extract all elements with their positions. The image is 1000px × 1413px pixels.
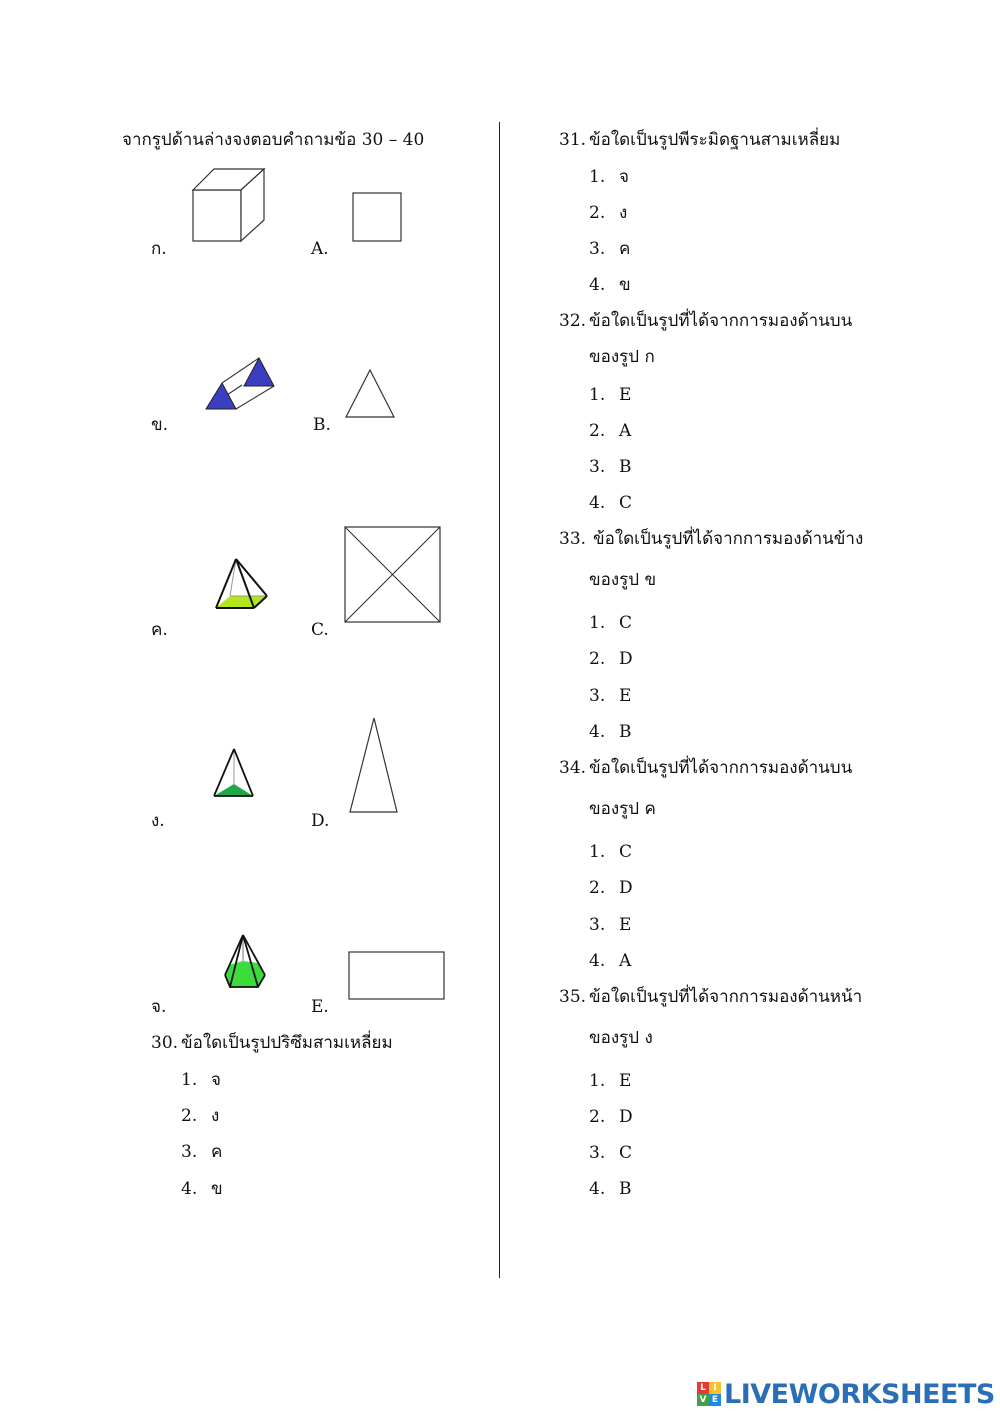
q30-option-4-value[interactable]: ข (211, 1179, 223, 1199)
q31-option-4-number: 4. (589, 275, 606, 295)
q34-option-2-value[interactable]: D (619, 878, 633, 898)
q30-option-2-value[interactable]: ง (211, 1106, 220, 1126)
triangular-pyramid-figure (210, 746, 258, 799)
tall-triangle-figure (348, 716, 400, 816)
square-with-diagonals-figure (343, 525, 443, 625)
question-34-number: 34. (559, 758, 587, 778)
pentagonal-pyramid-figure (220, 933, 270, 991)
column-divider (499, 122, 500, 1278)
square-pyramid-figure (212, 556, 274, 613)
q33-option-2-value[interactable]: D (619, 649, 633, 669)
q33-option-3-value[interactable]: E (619, 686, 632, 706)
triangle-figure (344, 368, 398, 420)
shape-label-d: D. (311, 811, 330, 831)
q31-option-2-number: 2. (589, 203, 606, 223)
q31-option-2-value[interactable]: ง (619, 203, 628, 223)
q34-option-2-number: 2. (589, 878, 606, 898)
q32-option-3-value[interactable]: B (619, 457, 632, 477)
triangular-prism-figure (202, 353, 282, 415)
question-30-number: 30. (151, 1033, 179, 1053)
shape-label-e: E. (311, 997, 329, 1017)
shape-label-c: C. (311, 620, 329, 640)
q35-option-1-number: 1. (589, 1071, 606, 1091)
question-35-text: ข้อใดเป็นรูปที่ได้จากการมองด้านหน้า (589, 987, 863, 1007)
q33-option-4-value[interactable]: B (619, 722, 632, 742)
question-34-text-line2: ของรูป ค (589, 799, 656, 819)
q32-option-2-value[interactable]: A (619, 421, 632, 441)
liveworksheets-logo-text: LIVEWORKSHEETS (724, 1378, 995, 1410)
cube-figure (190, 166, 270, 246)
square-figure (352, 192, 404, 244)
q34-option-1-value[interactable]: C (619, 842, 633, 862)
question-34-text: ข้อใดเป็นรูปที่ได้จากการมองด้านบน (589, 758, 853, 778)
q35-option-3-value[interactable]: C (619, 1143, 633, 1163)
q35-option-2-number: 2. (589, 1107, 606, 1127)
question-32-number: 32. (559, 311, 587, 331)
question-32-text-line2: ของรูป ก (589, 347, 655, 367)
q34-option-3-value[interactable]: E (619, 915, 632, 935)
q30-option-3-value[interactable]: ค (211, 1142, 223, 1162)
question-33-number: 33. (559, 529, 587, 549)
q32-option-4-value[interactable]: C (619, 493, 633, 513)
q30-option-3-number: 3. (181, 1142, 198, 1162)
q31-option-3-value[interactable]: ค (619, 239, 631, 259)
instruction-text: จากรูปด้านล่างจงตอบคำถามข้อ 30 – 40 (122, 130, 425, 150)
shape-label-cho-chan: จ. (151, 997, 167, 1017)
q34-option-4-value[interactable]: A (619, 951, 632, 971)
q35-option-4-number: 4. (589, 1179, 606, 1199)
q31-option-1-value[interactable]: จ (619, 167, 629, 187)
q31-option-4-value[interactable]: ข (619, 275, 631, 295)
question-35-text-line2: ของรูป ง (589, 1028, 653, 1048)
question-35-number: 35. (559, 987, 587, 1007)
rectangle-figure (347, 950, 447, 1002)
q32-option-2-number: 2. (589, 421, 606, 441)
q34-option-3-number: 3. (589, 915, 606, 935)
q33-option-4-number: 4. (589, 722, 606, 742)
q31-option-3-number: 3. (589, 239, 606, 259)
q33-option-2-number: 2. (589, 649, 606, 669)
q33-option-1-number: 1. (589, 613, 606, 633)
q30-option-4-number: 4. (181, 1179, 198, 1199)
q30-option-2-number: 2. (181, 1106, 198, 1126)
q30-option-1-number: 1. (181, 1070, 198, 1090)
q33-option-3-number: 3. (589, 686, 606, 706)
question-30-text: ข้อใดเป็นรูปปริซึมสามเหลี่ยม (181, 1033, 393, 1053)
question-31-text: ข้อใดเป็นรูปพีระมิดฐานสามเหลี่ยม (589, 130, 841, 150)
q34-option-1-number: 1. (589, 842, 606, 862)
question-31-number: 31. (559, 130, 587, 150)
shape-label-a: A. (311, 239, 329, 259)
shape-label-b: B. (313, 415, 331, 435)
question-33-text-line2: ของรูป ข (589, 570, 657, 590)
q33-option-1-value[interactable]: C (619, 613, 633, 633)
liveworksheets-logo[interactable] (697, 1377, 995, 1411)
q35-option-2-value[interactable]: D (619, 1107, 633, 1127)
q30-option-1-value[interactable]: จ (211, 1070, 221, 1090)
q35-option-3-number: 3. (589, 1143, 606, 1163)
shape-label-kho-khwai: ค. (151, 620, 168, 640)
shape-label-ko-kai: ก. (151, 239, 167, 259)
question-32-text: ข้อใดเป็นรูปที่ได้จากการมองด้านบน (589, 311, 853, 331)
q32-option-3-number: 3. (589, 457, 606, 477)
q32-option-4-number: 4. (589, 493, 606, 513)
shape-label-ngo-ngu: ง. (151, 811, 165, 831)
q35-option-1-value[interactable]: E (619, 1071, 632, 1091)
q34-option-4-number: 4. (589, 951, 606, 971)
q35-option-4-value[interactable]: B (619, 1179, 632, 1199)
q32-option-1-value[interactable]: E (619, 385, 632, 405)
shape-label-kho-khai: ข. (151, 415, 169, 435)
q31-option-1-number: 1. (589, 167, 606, 187)
q32-option-1-number: 1. (589, 385, 606, 405)
liveworksheets-logo-icon: L I V E (697, 1382, 721, 1406)
question-33-text: ข้อใดเป็นรูปที่ได้จากการมองด้านข้าง (593, 529, 864, 549)
